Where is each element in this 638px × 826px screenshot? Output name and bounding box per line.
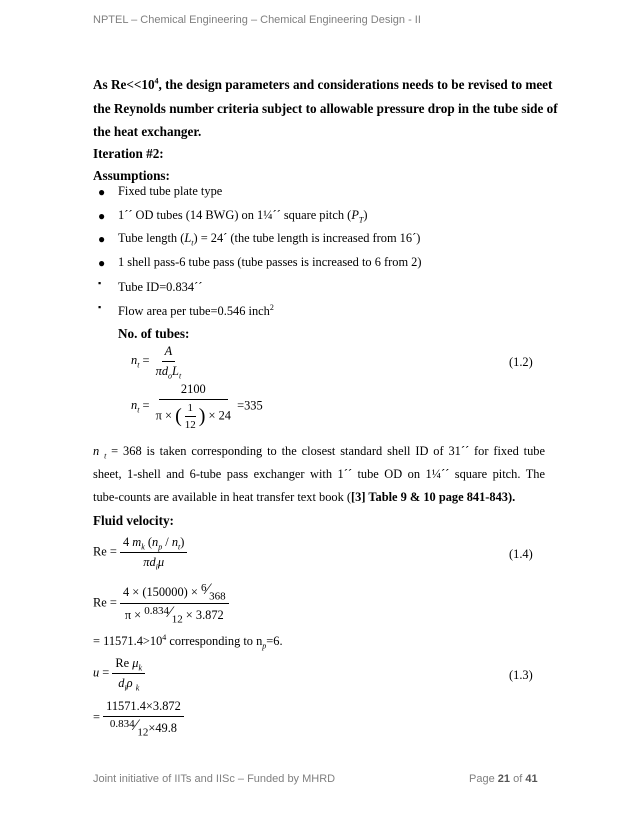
bullet-item: Fixed tube plate type — [118, 184, 223, 198]
bullet-item: Tube length $(L_t)$ = 24´ (the tube length is increased from 16´) — [118, 231, 421, 248]
bullet-icon: ● — [98, 185, 106, 199]
tube-count-line-2: sheet, 1-shell and 6-tube pass exchanger with 1´´ tube OD on 1¼´´ square pitch. The — [93, 467, 545, 481]
equation-number: (1.2) — [509, 355, 533, 369]
footer-credit: Joint initiative of IITs and IISc – Funded by MHRD — [93, 773, 336, 785]
equation-number: (1.4) — [509, 547, 533, 561]
bullet-icon: ▪ — [98, 278, 102, 288]
page-header: NPTEL – Chemical Engineering – Chemical Engineering Design - II — [93, 14, 421, 26]
bullet-item: 1´´ OD tubes (14 BWG) on 1¼´´ square pitch $(P_T)$ — [118, 208, 368, 225]
page-number: Page 21 of 41 — [469, 773, 538, 785]
equation-u-symbolic: u = $\frac{Re \mu_k}{d_i\rho _k}$ — [93, 656, 145, 691]
bullet-icon: ● — [98, 209, 106, 223]
equation-re-symbolic: Re = $\frac{4 m_k (n_p / n_t)}{\pi d_i\mu}$ — [93, 535, 187, 570]
intro-line-1: As $Re<<10^4$, the design parameters and considerations needs to be revised to meet — [93, 76, 553, 92]
equation-nt-numeric: $n_t$ = 2100 π × ( $\frac{1}{12}$ ) × 24 =335 — [131, 382, 263, 431]
equation-u-numeric: = $\frac{11571.4\times 3.872}{^{0.834}⁄_{12}\times 49.8}$ — [93, 699, 184, 737]
equation-number: (1.3) — [509, 668, 533, 682]
intro-line-3: the heat exchanger. — [93, 124, 202, 139]
iteration-title: Iteration #2: — [93, 146, 164, 161]
tube-count-line-3: tube-counts are available in heat transfer text book ([3] Table 9 & 10 page 841-843). — [93, 490, 516, 504]
no-tubes-title: No. of tubes: — [118, 326, 190, 341]
bullet-icon: ● — [98, 232, 106, 246]
bullet-item: Flow area per tube=0.546 inch$^2$ — [118, 302, 274, 318]
equation-re-numeric: Re = $\frac{4 \times (150000) \times ^6⁄_{368}}{\pi \times ^{0.834}⁄_{12} \times 3.872}$ — [93, 583, 229, 624]
equation-nt-symbolic: $n_t$ = $\frac{A}{\pi d_oL_t}$ — [131, 344, 182, 381]
intro-line-2: the Reynolds number criteria subject to allowable pressure drop in the tube side of — [93, 101, 558, 116]
bullet-icon: ▪ — [98, 302, 102, 312]
tube-count-line-1: n $_t$ = 368 is taken corresponding to the closest standard shell ID of 31´´ for fixed tube — [93, 444, 545, 461]
re-result: = $11571.4>10^4$ corresponding to $n_p=6$. — [93, 632, 283, 651]
assumptions-title: Assumptions: — [93, 168, 170, 183]
bullet-item: Tube ID=0.834´´ — [118, 280, 203, 294]
bullet-icon: ● — [98, 256, 106, 270]
bullet-item: 1 shell pass-6 tube pass (tube passes is increased to 6 from 2) — [118, 255, 422, 269]
fluid-velocity-title: Fluid velocity: — [93, 513, 174, 528]
